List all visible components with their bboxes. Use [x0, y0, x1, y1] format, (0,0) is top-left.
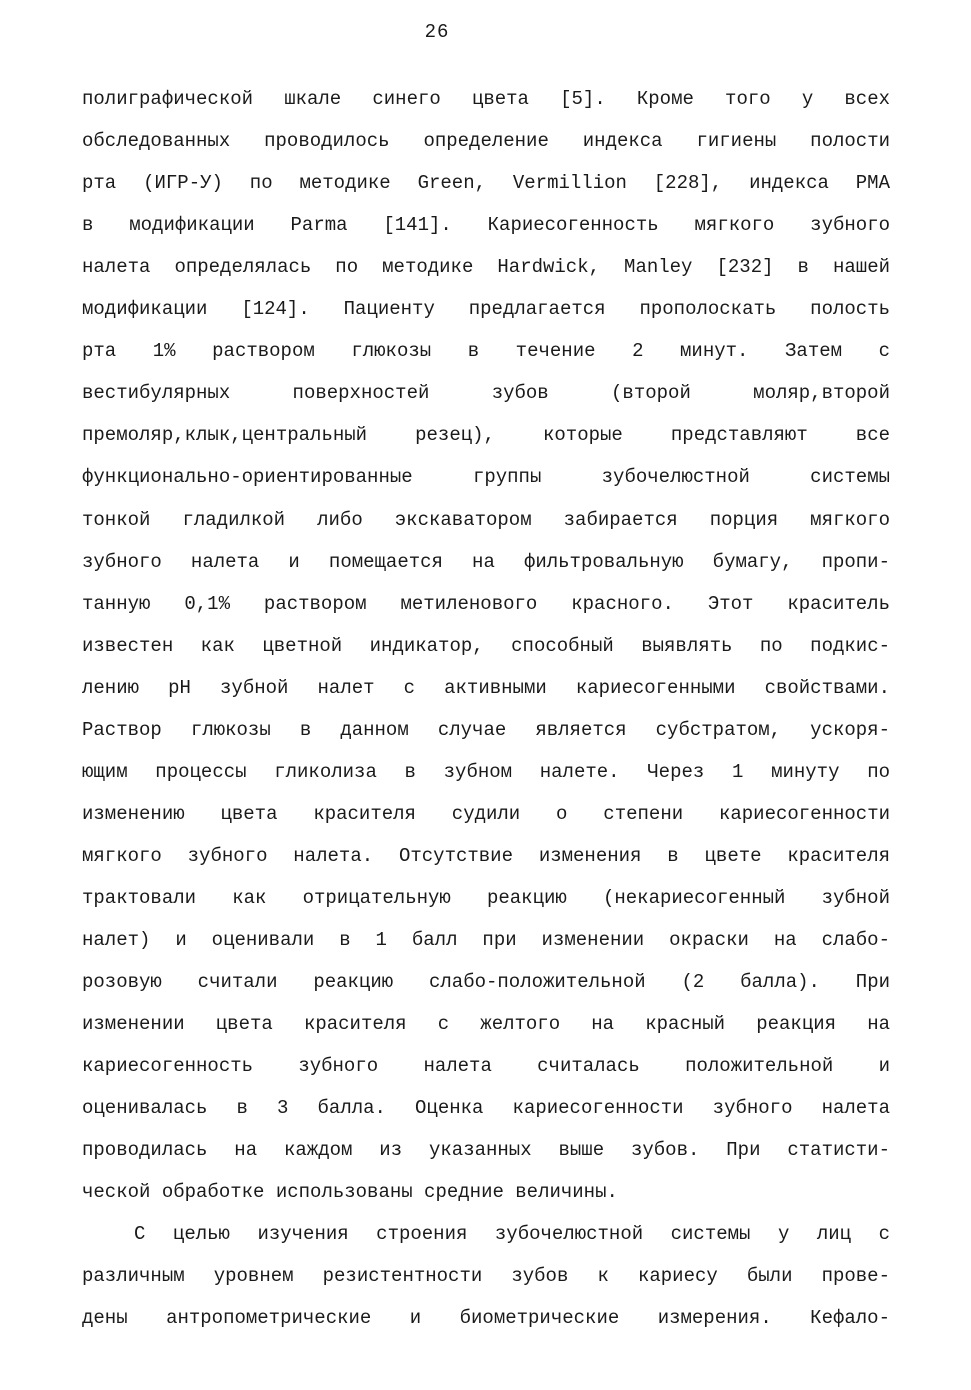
text-line: розовую считали реакцию слабо-положительной (2 балла). При: [82, 971, 890, 993]
text-line: модификации [124]. Пациенту предлагается прополоскать полость: [82, 298, 890, 320]
text-line: обследованных проводилось определение индекса гигиены полости: [82, 130, 890, 152]
text-line: функционально-ориентированные группы зубочелюстной системы: [82, 466, 890, 488]
text-line: налет) и оценивали в 1 балл при изменении окраски на слабо-: [82, 929, 890, 951]
text-line: известен как цветной индикатор, способный выявлять по подкис-: [82, 635, 890, 657]
text-line: полиграфической шкале синего цвета [5]. Кроме того у всех: [82, 88, 890, 110]
text-line: трактовали как отрицательную реакцию (некариесогенный зубной: [82, 887, 890, 909]
page-number: 26: [424, 21, 450, 43]
text-line: ческой обработке использованы средние величины.: [82, 1181, 618, 1203]
text-line: оценивалась в 3 балла. Оценка кариесогенности зубного налета: [82, 1097, 890, 1119]
text-line: изменении цвета красителя с желтого на красный реакция на: [82, 1013, 890, 1035]
text-line: изменению цвета красителя судили о степени кариесогенности: [82, 803, 890, 825]
text-line: проводилась на каждом из указанных выше зубов. При статисти-: [82, 1139, 890, 1161]
text-line: ющим процессы гликолиза в зубном налете. Через 1 минуту по: [82, 761, 890, 783]
text-line: лению pH зубной налет с активными кариесогенными свойствами.: [82, 677, 890, 699]
text-line: различным уровнем резистентности зубов к кариесу были прове-: [82, 1265, 890, 1287]
text-line: мягкого зубного налета. Отсутствие изменения в цвете красителя: [82, 845, 890, 867]
text-line: в модификации Parma [141]. Кариесогенность мягкого зубного: [82, 214, 890, 236]
text-line: рта (ИГР-У) по методике Green, Vermillion [228], индекса РМА: [82, 172, 890, 194]
text-line: рта 1% раствором глюкозы в течение 2 минут. Затем с: [82, 340, 890, 362]
text-line: налета определялась по методике Hardwick, Manley [232] в нашей: [82, 256, 890, 278]
text-line: зубного налета и помещается на фильтровальную бумагу, пропи-: [82, 551, 890, 573]
text-line: танную 0,1% раствором метиленового красного. Этот краситель: [82, 593, 890, 615]
text-line: тонкой гладилкой либо экскаватором забирается порция мягкого: [82, 509, 890, 531]
text-line: С целью изучения строения зубочелюстной системы у лиц с: [134, 1223, 890, 1245]
text-line: кариесогенность зубного налета считалась положительной и: [82, 1055, 890, 1077]
text-line: Раствор глюкозы в данном случае является субстратом, ускоря-: [82, 719, 890, 741]
text-line: вестибулярных поверхностей зубов (второй моляр,второй: [82, 382, 890, 404]
text-line: дены антропометрические и биометрические измерения. Кефало-: [82, 1307, 890, 1329]
text-line: премоляр,клык,центральный резец), которые представляют все: [82, 424, 890, 446]
